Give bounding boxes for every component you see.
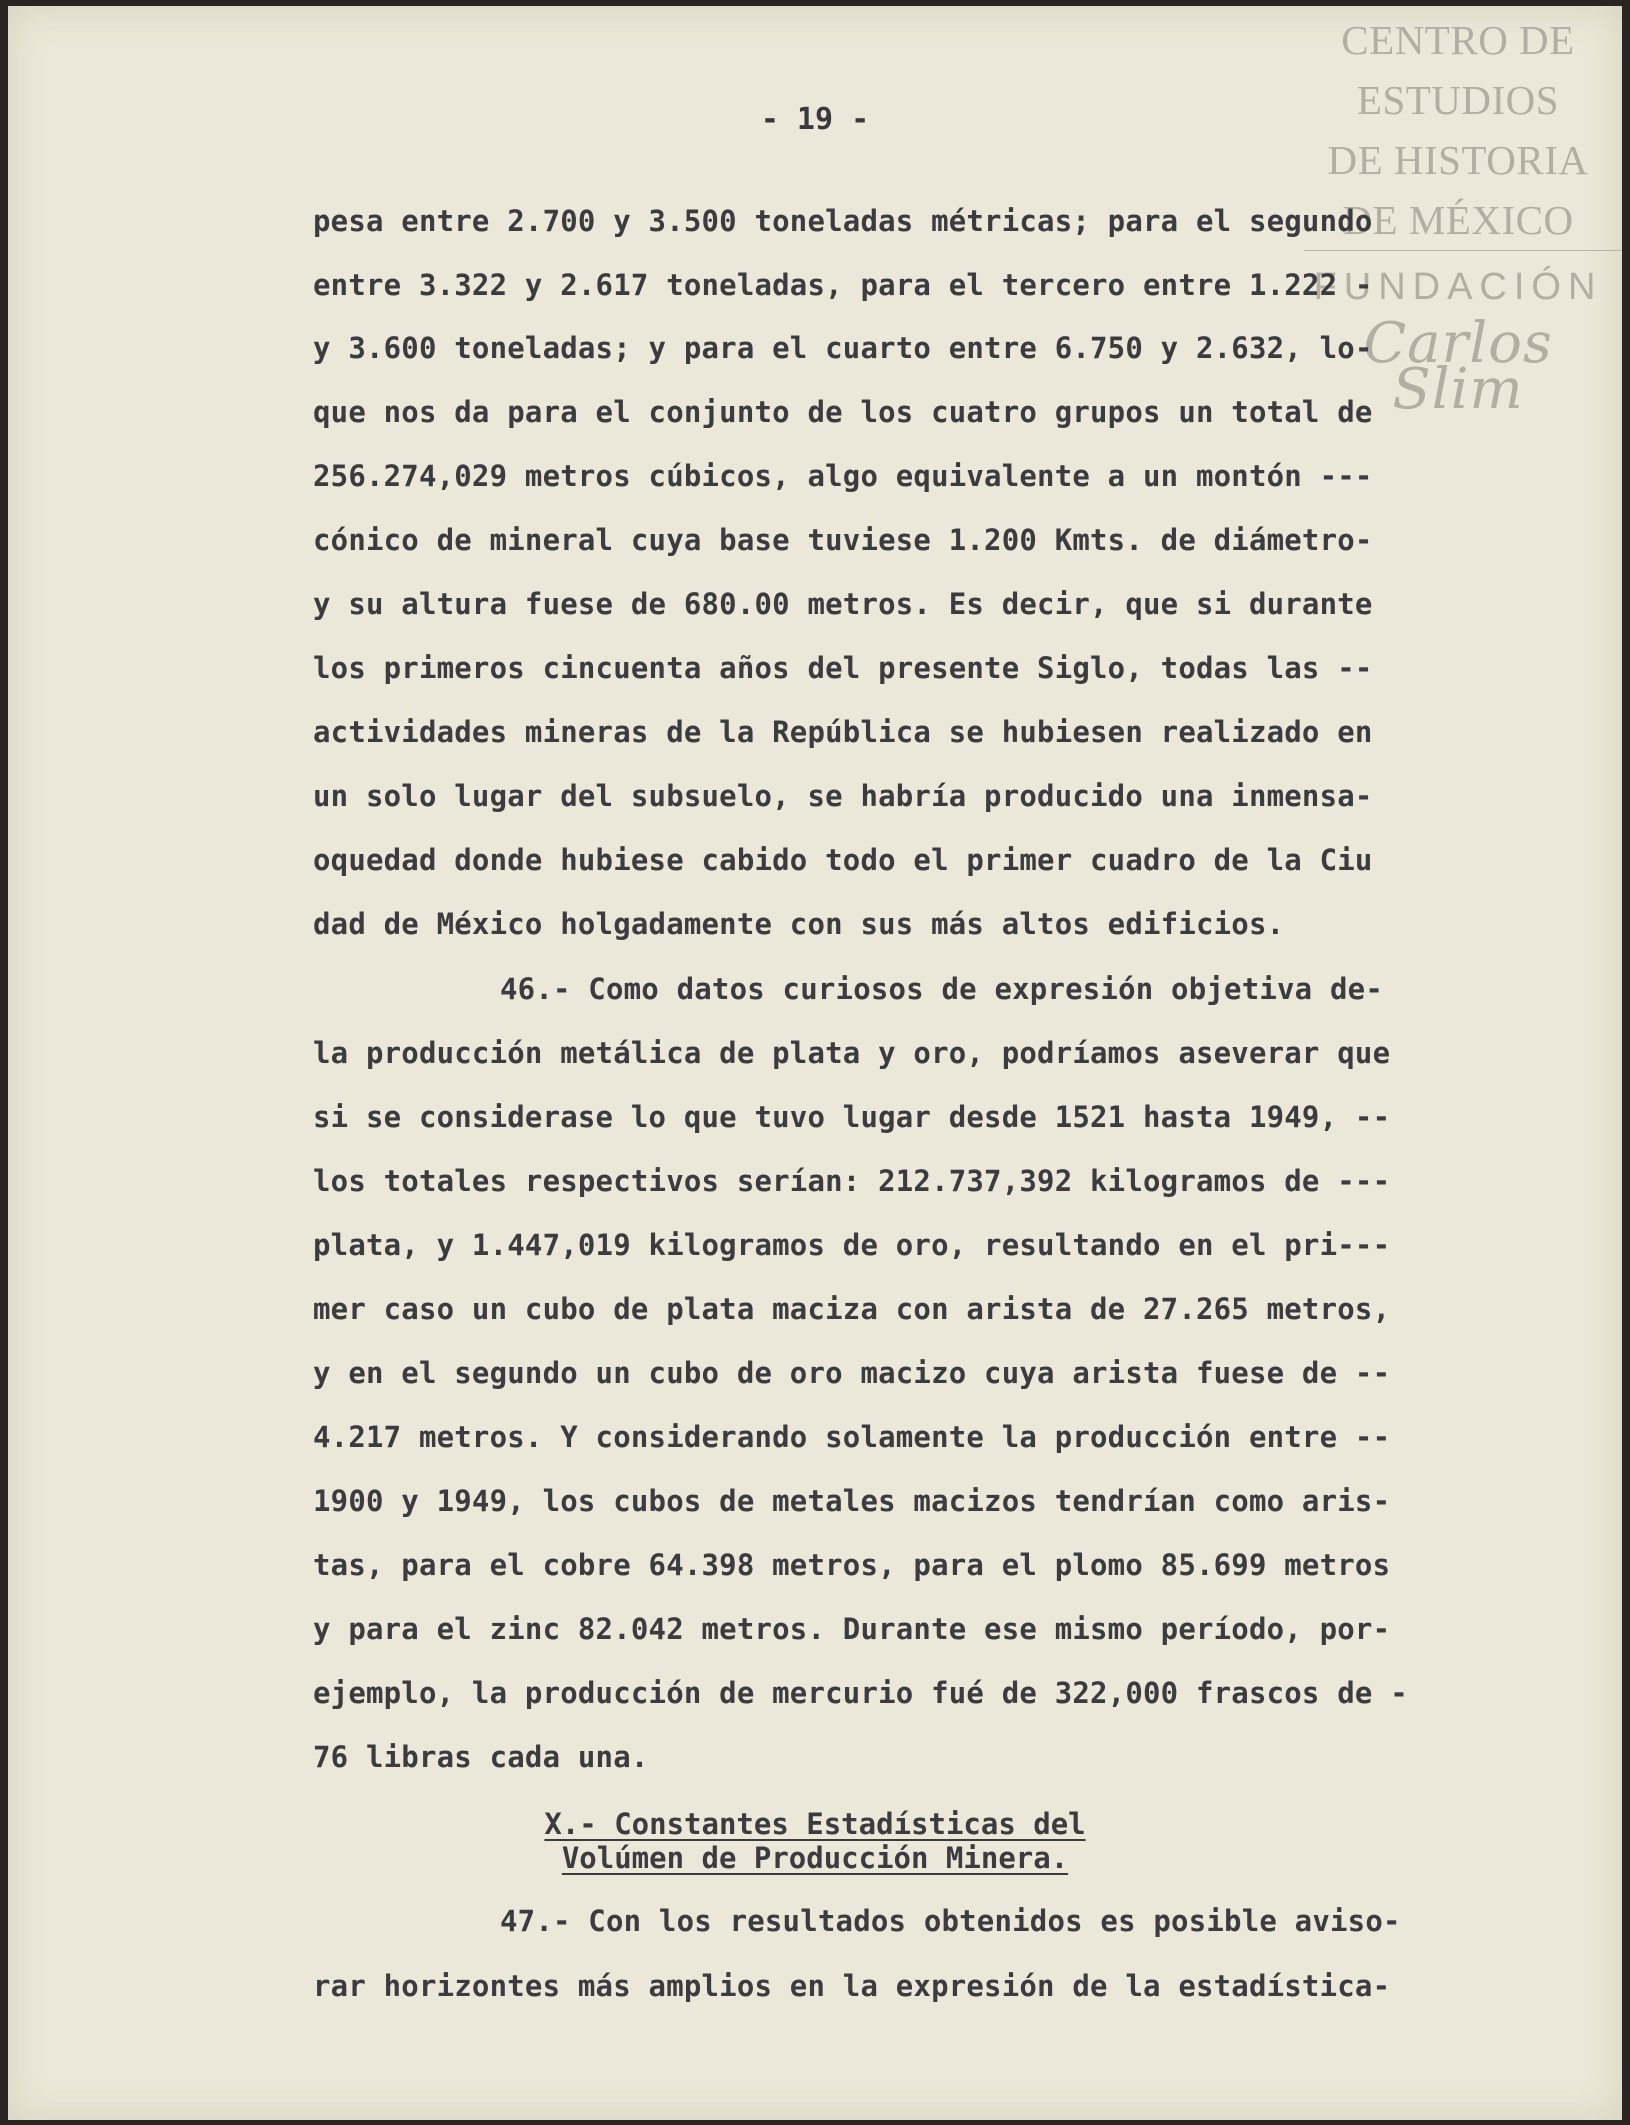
text-line: 256.274,029 metros cúbicos, algo equivalente a un montón --- [313, 459, 1373, 493]
text-line: 47.- Con los resultados obtenidos es posible aviso- [500, 1904, 1401, 1938]
text-line: cónico de mineral cuya base tuviese 1.200 Kmts. de diámetro- [313, 523, 1373, 557]
text-line: pesa entre 2.700 y 3.500 toneladas métricas; para el segundo [313, 204, 1373, 238]
text-line: 76 libras cada una. [313, 1740, 649, 1774]
watermark-divider [1304, 250, 1622, 251]
watermark-signature: Carlos Slim [1363, 311, 1553, 422]
text-line: plata, y 1.447,019 kilogramos de oro, resultando en el pri--- [313, 1228, 1391, 1262]
text-line: los totales respectivos serían: 212.737,392 kilogramos de --- [313, 1164, 1391, 1198]
text-line: oquedad donde hubiese cabido todo el primer cuadro de la Ciu [313, 843, 1373, 877]
text-line: y 3.600 toneladas; y para el cuarto entre 6.750 y 2.632, lo- [313, 331, 1373, 365]
text-line: ejemplo, la producción de mercurio fué de 322,000 frascos de - [313, 1676, 1408, 1710]
watermark-line: CENTRO DE [1341, 17, 1575, 63]
text-line: 46.- Como datos curiosos de expresión objetiva de- [500, 972, 1383, 1006]
text-line: y en el segundo un cubo de oro macizo cuya arista fuese de -- [313, 1356, 1391, 1390]
document-page [8, 6, 1622, 2120]
text-line: mer caso un cubo de plata maciza con arista de 27.265 metros, [313, 1292, 1391, 1326]
watermark-line: ESTUDIOS [1356, 77, 1560, 123]
text-line: 1900 y 1949, los cubos de metales macizos tendrían como aris- [313, 1484, 1391, 1518]
text-line: un solo lugar del subsuelo, se habría producido una inmensa- [313, 779, 1373, 813]
text-line: la producción metálica de plata y oro, podríamos aseverar que [313, 1036, 1391, 1070]
section-heading-line: Volúmen de Producción Minera. [561, 1841, 1069, 1875]
text-line: dad de México holgadamente con sus más altos edificios. [313, 907, 1285, 941]
text-line: y para el zinc 82.042 metros. Durante ese mismo período, por- [313, 1612, 1391, 1646]
text-line: tas, para el cobre 64.398 metros, para el plomo 85.699 metros [313, 1548, 1391, 1582]
text-line: rar horizontes más amplios en la expresión de la estadística- [313, 1969, 1391, 2003]
watermark-line: DE MÉXICO [1342, 197, 1574, 243]
text-line: 4.217 metros. Y considerando solamente la producción entre -- [313, 1420, 1391, 1454]
watermark-foundation: FUNDACIÓN [1313, 266, 1603, 308]
page-number: - 19 - [760, 102, 870, 137]
section-heading-line: X.- Constantes Estadísticas del [544, 1807, 1086, 1841]
section-heading [8, 1840, 1622, 1876]
text-line: actividades mineras de la República se hubiesen realizado en [313, 715, 1373, 749]
text-line: si se considerase lo que tuvo lugar desde 1521 hasta 1949, -- [313, 1100, 1391, 1134]
text-line: entre 3.322 y 2.617 toneladas, para el tercero entre 1.222 - [313, 268, 1373, 302]
text-line: los primeros cincuenta años del presente Siglo, todas las -- [313, 651, 1373, 685]
text-line: que nos da para el conjunto de los cuatro grupos un total de [313, 395, 1373, 429]
text-line: y su altura fuese de 680.00 metros. Es decir, que si durante [313, 587, 1373, 621]
section-heading [8, 1806, 1622, 1842]
watermark-line: DE HISTORIA [1327, 137, 1589, 183]
